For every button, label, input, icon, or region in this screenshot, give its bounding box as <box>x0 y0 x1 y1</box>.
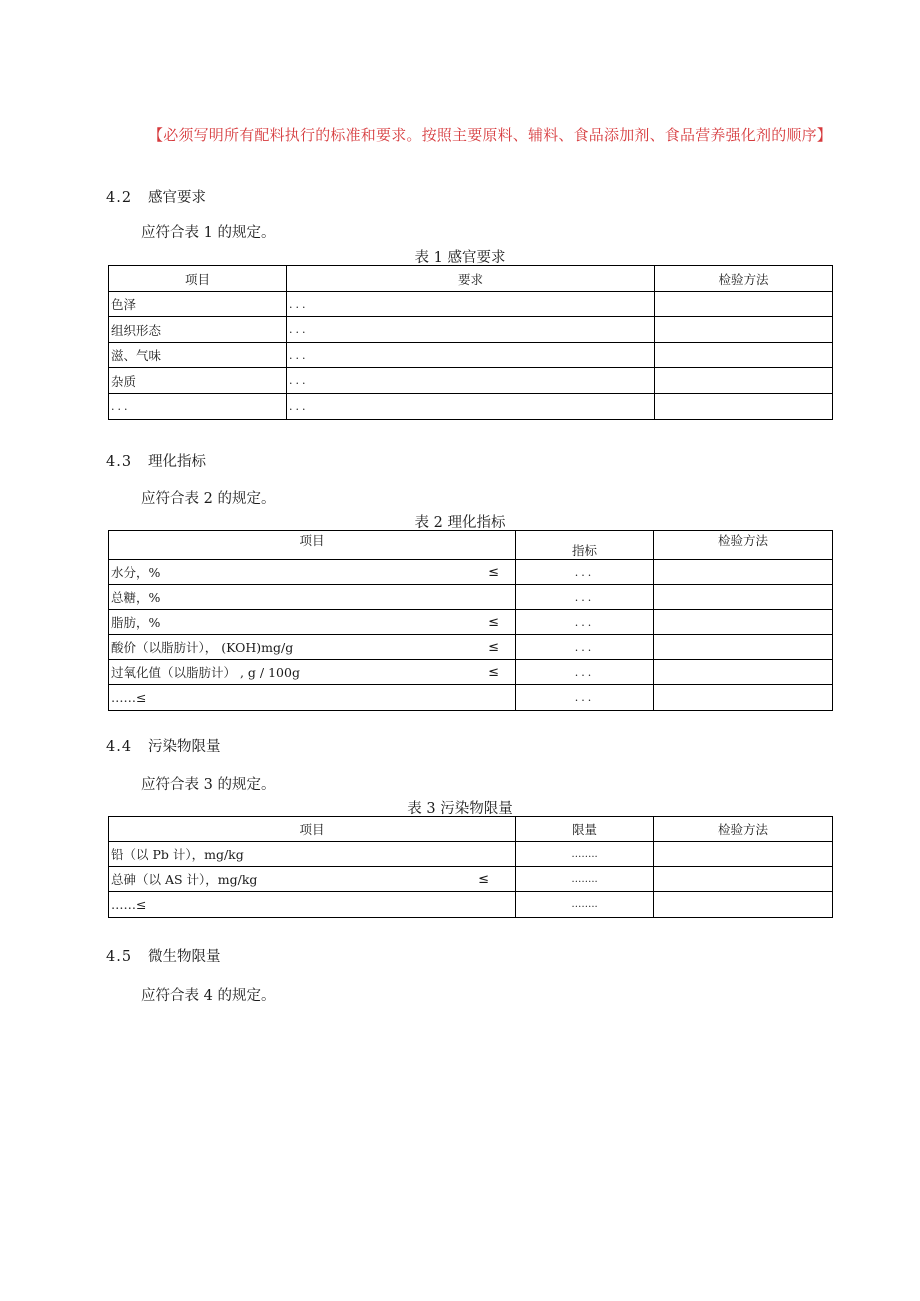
less-equal-sign: ≤ <box>488 664 499 680</box>
table-cell <box>109 660 516 685</box>
table3-contaminants <box>108 816 833 918</box>
section-title: 感官要求 <box>148 190 206 206</box>
table-cell <box>109 892 516 918</box>
section-title: 污染物限量 <box>148 739 221 755</box>
table-cell: ... <box>287 343 655 368</box>
table-header-row <box>109 266 833 292</box>
less-equal-sign: ≤ <box>488 639 499 655</box>
table-cell <box>654 867 833 892</box>
section-heading-4-5 <box>106 945 221 966</box>
table-row <box>109 560 833 585</box>
table-cell <box>654 635 833 660</box>
table-cell: ... <box>287 317 655 343</box>
table-cell: ... <box>516 635 654 660</box>
table-cell <box>654 610 833 635</box>
section-number: 4.5 <box>106 949 133 965</box>
table-cell: ... <box>516 685 654 711</box>
item-label: ……≤ <box>111 690 147 705</box>
table-row <box>109 635 833 660</box>
table-cell: ... <box>516 560 654 585</box>
section-heading-4-3 <box>106 450 206 471</box>
less-equal-sign: ≤ <box>488 564 499 580</box>
red-instruction-note: 【必须写明所有配料执行的标准和要求。按照主要原料、辅料、食品添加剂、食品营养强化剂的顺序】 <box>148 126 833 144</box>
table-cell <box>654 842 833 867</box>
table-cell: ... <box>516 610 654 635</box>
item-label: 总砷（以 AS 计），mg/kg <box>111 872 258 887</box>
section-title: 理化指标 <box>148 454 206 470</box>
table-row <box>109 685 833 711</box>
table-cell <box>654 560 833 585</box>
table-header-cell: 检验方法 <box>654 531 833 560</box>
table-row <box>109 867 833 892</box>
table-cell <box>654 892 833 918</box>
table-cell: 色泽 <box>109 292 287 317</box>
table-cell <box>654 585 833 610</box>
table2-physicochemical <box>108 530 833 711</box>
table-cell: ... <box>516 660 654 685</box>
item-label: 过氧化值（以脂肪计） , g / 100g <box>111 665 300 680</box>
table-header-cell: 项目 <box>109 266 287 292</box>
table-cell: ... <box>516 585 654 610</box>
section-heading-4-4 <box>106 735 221 756</box>
table-cell <box>655 343 833 368</box>
table-cell <box>655 394 833 420</box>
table3-caption: 表 3 污染物限量 <box>407 801 513 817</box>
table-row <box>109 343 833 368</box>
table-cell: 组织形态 <box>109 317 287 343</box>
table-row <box>109 842 833 867</box>
table-cell <box>109 867 516 892</box>
section-paragraph-4-3: 应符合表 2 的规定。 <box>141 491 276 507</box>
item-label: 酸价（以脂肪计）， (KOH)mg/g <box>111 640 294 655</box>
section-paragraph-4-2: 应符合表 1 的规定。 <box>141 225 276 241</box>
table1-caption: 表 1 感官要求 <box>414 250 506 266</box>
table-cell <box>109 610 516 635</box>
table-cell: ... <box>287 368 655 394</box>
item-label: 总糖，% <box>111 590 161 605</box>
table-cell <box>109 685 516 711</box>
table-cell <box>654 660 833 685</box>
table-row <box>109 317 833 343</box>
table-cell <box>654 685 833 711</box>
table-cell: ... <box>287 292 655 317</box>
table-cell <box>109 585 516 610</box>
table-cell <box>655 317 833 343</box>
table-header-row <box>109 531 833 560</box>
table2-caption: 表 2 理化指标 <box>414 515 506 531</box>
table-cell <box>109 560 516 585</box>
item-label: 水分，% <box>111 565 161 580</box>
table-header-cell: 检验方法 <box>654 817 833 842</box>
table-cell <box>655 292 833 317</box>
table-header-row <box>109 817 833 842</box>
less-equal-sign: ≤ <box>478 871 489 887</box>
table-header-cell: 指标 <box>516 531 654 560</box>
table-header-cell: 要求 <box>287 266 655 292</box>
section-title: 微生物限量 <box>148 949 221 965</box>
section-number: 4.3 <box>106 454 133 470</box>
table-row <box>109 585 833 610</box>
section-heading-4-2 <box>106 186 206 207</box>
item-label: ……≤ <box>111 897 147 912</box>
table-cell: …….. <box>516 842 654 867</box>
table-cell <box>655 368 833 394</box>
table-cell: 杂质 <box>109 368 287 394</box>
item-label: 铅（以 Pb 计），mg/kg <box>111 847 244 862</box>
table-cell <box>109 635 516 660</box>
section-paragraph-4-5: 应符合表 4 的规定。 <box>141 988 276 1004</box>
table-row <box>109 892 833 918</box>
section-paragraph-4-4: 应符合表 3 的规定。 <box>141 777 276 793</box>
section-number: 4.4 <box>106 739 133 755</box>
less-equal-sign: ≤ <box>488 614 499 630</box>
table1-sensory <box>108 265 833 420</box>
table-cell: 滋、气味 <box>109 343 287 368</box>
table-row <box>109 368 833 394</box>
table-header-cell: 项目 <box>109 531 516 560</box>
table-row <box>109 660 833 685</box>
table-cell: …….. <box>516 892 654 918</box>
table-row <box>109 292 833 317</box>
table-cell: ... <box>109 394 287 420</box>
table-row <box>109 394 833 420</box>
table-cell <box>109 842 516 867</box>
section-number: 4.2 <box>106 190 133 206</box>
table-header-cell: 限量 <box>516 817 654 842</box>
table-cell: …….. <box>516 867 654 892</box>
table-header-cell: 项目 <box>109 817 516 842</box>
table-row <box>109 610 833 635</box>
table-header-cell: 检验方法 <box>655 266 833 292</box>
item-label: 脂肪，% <box>111 615 161 630</box>
table-cell: ... <box>287 394 655 420</box>
